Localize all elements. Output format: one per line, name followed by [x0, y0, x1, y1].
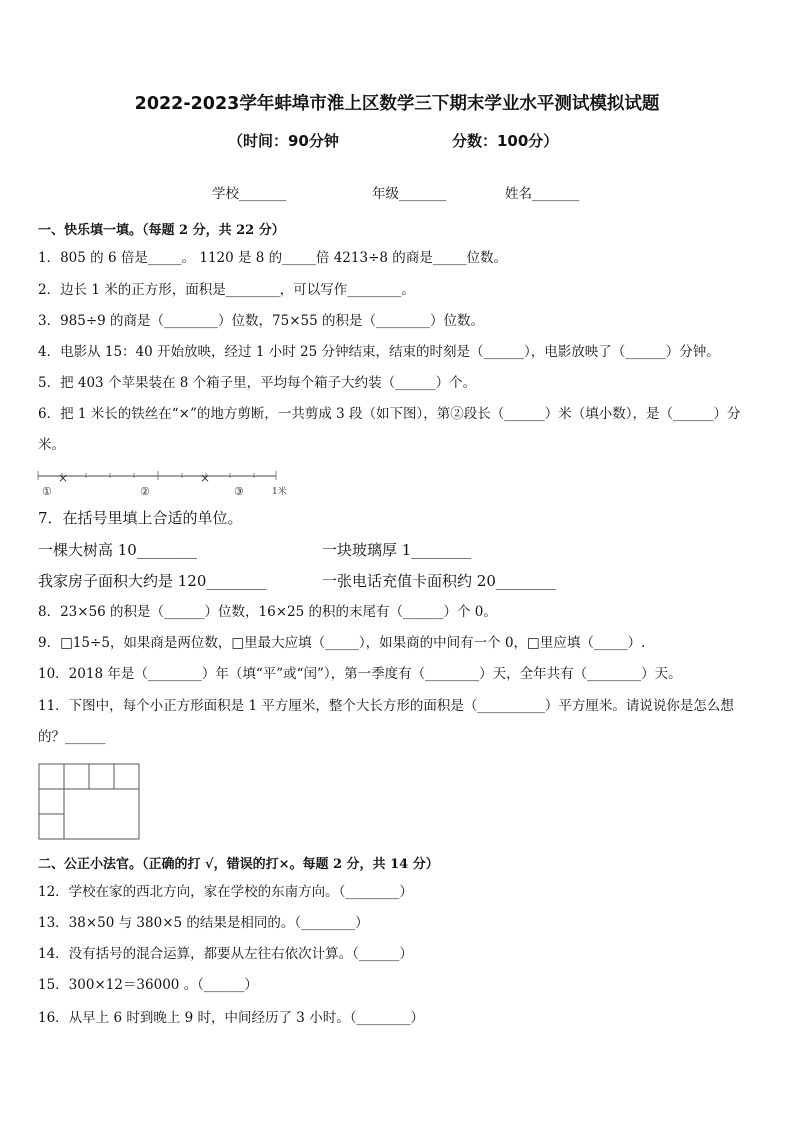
question-5: 5．把 403 个苹果装在 8 个箱子里，平均每个箱子大约装（______）个。 — [38, 375, 477, 391]
exam-score: 分数：100分） — [452, 132, 559, 150]
question-4: 4．电影从 15：40 开始放映，经过 1 小时 25 分钟结束，结束的时刻是（______），电影放映了（______）分钟。 — [38, 344, 720, 360]
ruler-end-label: 1米 — [272, 487, 287, 497]
q7-item-glass: 一块玻璃厚 1________ — [322, 541, 472, 559]
question-3: 3．985÷9 的商是（________）位数，75×55 的积是（________）位数。 — [38, 313, 485, 329]
wire-ruler-figure — [34, 466, 294, 500]
page-title: 2022-2023学年蚌埠市淮上区数学三下期末学业水平测试模拟试题 — [134, 94, 660, 114]
question-11-cont: 的？______ — [38, 729, 106, 745]
question-13: 13．38×50 与 380×5 的结果是相同的。（________） — [38, 915, 369, 931]
segment-label-1: ① — [42, 485, 52, 498]
name-field: 姓名_______ — [505, 186, 580, 202]
exam-time: （时间：90分钟 — [228, 132, 339, 150]
question-6: 6．把 1 米长的铁丝在“×”的地方剪断，一共剪成 3 段（如下图），第②段长（______）米（填小数），是（______）分 — [38, 406, 741, 422]
question-1: 1．805 的 6 倍是_____。 1120 是 8 的_____倍 4213÷8 的商是_____位数。 — [38, 250, 508, 266]
segment-label-3: ③ — [234, 485, 244, 498]
section-2-heading: 二、公正小法官。（正确的打 √，错误的打×。每题 2 分，共 14 分） — [38, 857, 439, 872]
question-14: 14．没有括号的混合运算，都要从左往右依次计算。（______） — [38, 946, 413, 962]
school-field: 学校_______ — [212, 186, 287, 202]
question-11: 11．下图中，每个小正方形面积是 1 平方厘米，整个大长方形的面积是（__________）平方厘米。请说说你是怎么想 — [38, 698, 734, 714]
question-15: 15．300×12＝36000 。（______） — [38, 977, 258, 993]
question-2: 2．边长 1 米的正方形，面积是________，可以写作________。 — [38, 282, 415, 298]
question-12: 12．学校在家的西北方向，家在学校的东南方向。（________） — [38, 884, 413, 900]
cut-mark-1: × — [58, 471, 69, 485]
cut-mark-2: × — [200, 471, 211, 485]
q7-item-tree: 一棵大树高 10________ — [38, 541, 197, 559]
grade-field: 年级_______ — [372, 186, 447, 202]
question-7: 7．在括号里填上合适的单位。 — [38, 509, 243, 527]
segment-label-2: ② — [140, 485, 150, 498]
section-1-heading: 一、快乐填一填。（每题 2 分，共 22 分） — [38, 223, 285, 238]
q7-item-card: 一张电话充值卡面积约 20________ — [322, 572, 556, 590]
question-9: 9．□15÷5，如果商是两位数，□里最大应填（_____），如果商的中间有一个 0，□里应填（_____）. — [38, 635, 646, 651]
question-16: 16．从早上 6 时到晚上 9 时，中间经历了 3 小时。（________） — [38, 1010, 424, 1026]
rectangle-grid-figure — [38, 763, 142, 841]
question-10: 10．2018 年是（________）年（填“平”或“闰”），第一季度有（________）天，全年共有（________）天。 — [38, 666, 682, 682]
q7-item-house: 我家房子面积大约是 120________ — [38, 572, 267, 590]
question-6-cont: 米。 — [38, 437, 65, 453]
question-8: 8．23×56 的积是（______）位数，16×25 的积的末尾有（______）个 0。 — [38, 604, 497, 620]
